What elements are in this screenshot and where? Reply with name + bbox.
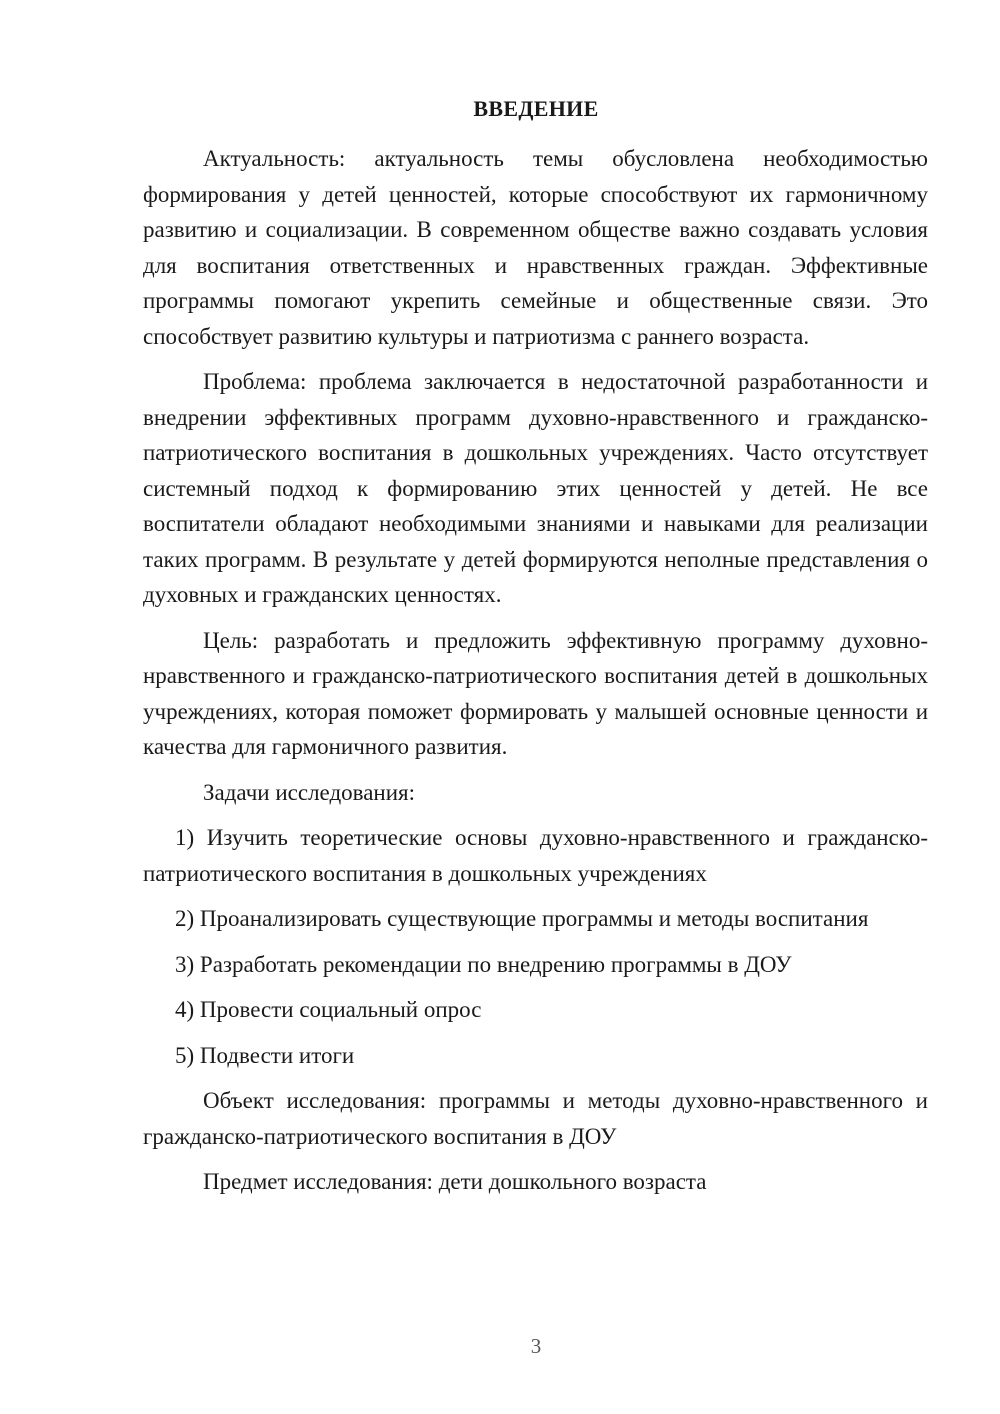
paragraph-problem: Проблема: проблема заключается в недостаточной разработанности и внедрении эффективных программ духовно-нравственного и гражданско-патриотического воспитания в дошкольных учреждениях. Часто отсутствует системный подход к формированию этих ценностей у детей. Не все воспитатели обладают необходимыми знаниями и навыками для реализации таких программ. В результате у детей формируются неполные представления о духовных и гражданских ценностях. bbox=[143, 369, 928, 607]
tasks-list bbox=[143, 820, 928, 1073]
paragraph-tasks-title: Задачи исследования: bbox=[203, 779, 416, 805]
task-item: 5) Подвести итоги bbox=[175, 1042, 355, 1068]
page-title: ВВЕДЕНИЕ bbox=[473, 96, 599, 121]
task-item: 1) Изучить теоретические основы духовно-нравственного и гражданско-патриотического воспитания в дошкольных учреждениях bbox=[143, 825, 928, 886]
paragraph-subject: Предмет исследования: дети дошкольного возраста bbox=[203, 1169, 707, 1194]
paragraph-relevance: Актуальность: актуальность темы обусловлена необходимостью формирования у детей ценностей, которые способствуют их гармоничному развитию и социализации. В современном обществе важно создавать условия для воспитания ответственных и нравственных граждан. Эффективные программы помогают укрепить семейные и общественные связи. Это способствует развитию культуры и патриотизма с раннего возраста. bbox=[143, 146, 928, 349]
task-item: 4) Провести социальный опрос bbox=[175, 997, 482, 1022]
task-item: 3) Разработать рекомендации по внедрению программы в ДОУ bbox=[175, 951, 792, 977]
paragraph-goal: Цель: разработать и предложить эффективную программу духовно-нравственного и гражданско-патриотического воспитания детей в дошкольных учреждениях, которая поможет формировать у малышей основные ценности и качества для гармоничного развития. bbox=[143, 627, 928, 759]
task-item: 2) Проанализировать существующие программы и методы воспитания bbox=[175, 906, 869, 931]
document-body bbox=[143, 141, 928, 1200]
page-number: 3 bbox=[530, 1334, 542, 1358]
paragraph-object: Объект исследования: программы и методы духовно-нравственного и гражданско-патриотического воспитания в ДОУ bbox=[143, 1088, 928, 1149]
